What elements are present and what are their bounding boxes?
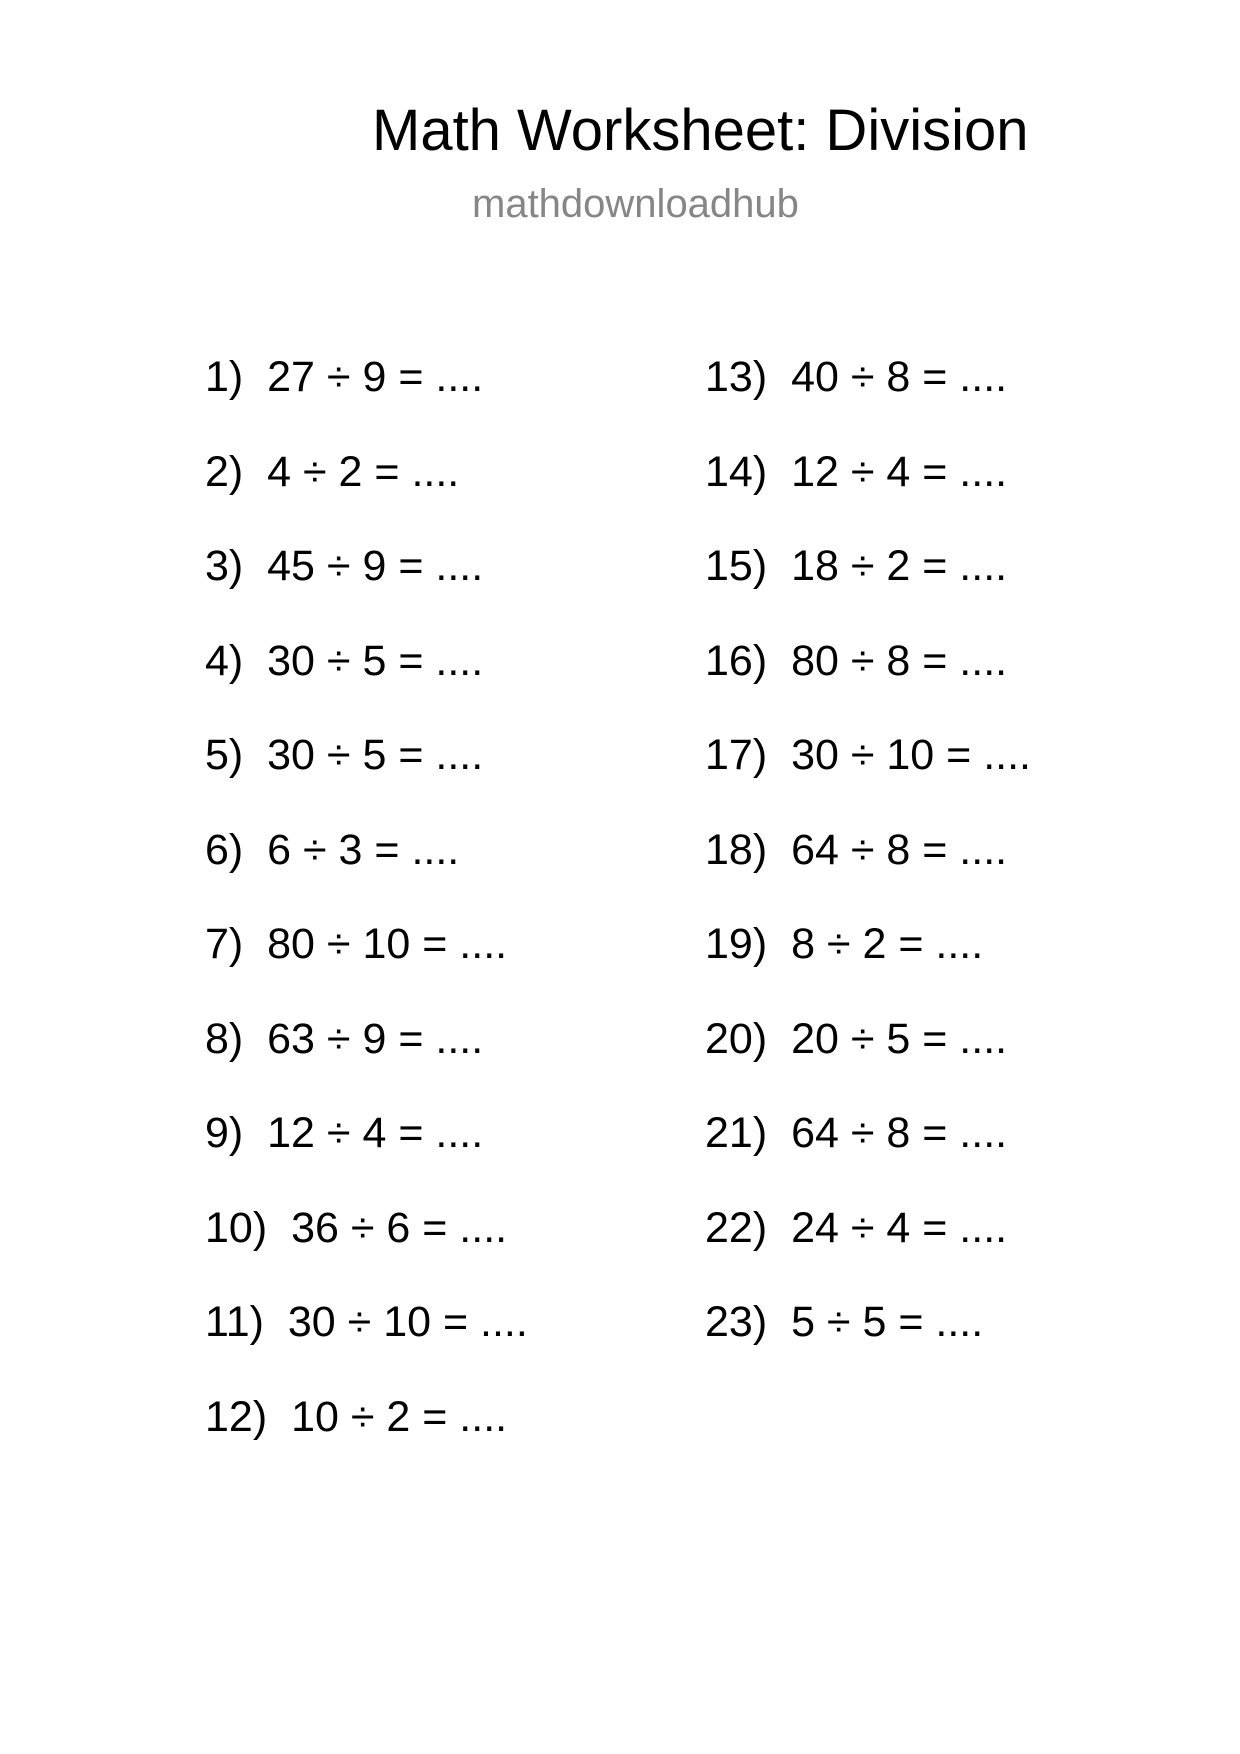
problem-column-left	[205, 352, 528, 1486]
problem-expression: 8 ÷ 2 = ....	[791, 920, 984, 968]
problem-expression: 20 ÷ 5 = ....	[791, 1014, 1008, 1063]
problem-expression: 30 ÷ 5 = ....	[267, 731, 484, 779]
problem-expression: 12 ÷ 4 = ....	[791, 447, 1008, 496]
problem-expression: 80 ÷ 8 = ....	[791, 636, 1008, 685]
problem-expression: 80 ÷ 10 = ....	[267, 920, 508, 968]
problem-item	[205, 919, 528, 1014]
problem-expression: 4 ÷ 2 = ....	[267, 447, 460, 496]
problem-item	[205, 730, 528, 825]
problem-number: 12)	[205, 1392, 268, 1441]
problem-number: 23)	[705, 1298, 768, 1346]
problem-item	[705, 825, 1031, 920]
problem-number: 2)	[205, 447, 244, 496]
problem-expression: 40 ÷ 8 = ....	[791, 353, 1008, 401]
problem-number: 16)	[705, 636, 768, 685]
problem-number: 18)	[705, 825, 768, 874]
problem-number: 15)	[705, 542, 768, 590]
problem-item	[205, 541, 528, 636]
problem-expression: 10 ÷ 2 = ....	[291, 1392, 508, 1441]
problem-item	[705, 1203, 1031, 1298]
problem-item	[205, 636, 528, 731]
problem-expression: 6 ÷ 3 = ....	[267, 825, 460, 874]
problem-item	[205, 1014, 528, 1109]
problem-expression: 30 ÷ 10 = ....	[791, 731, 1032, 779]
problem-number: 14)	[705, 447, 768, 496]
problem-item	[705, 541, 1031, 636]
problem-expression: 12 ÷ 4 = ....	[267, 1109, 484, 1157]
problem-number: 7)	[205, 920, 244, 968]
problem-number: 8)	[205, 1014, 244, 1063]
problem-item	[705, 1297, 1031, 1392]
page-title: Math Worksheet: Division	[372, 98, 1029, 163]
problem-item	[205, 1392, 528, 1487]
problem-item	[705, 352, 1031, 447]
problem-item	[205, 1203, 528, 1298]
problem-number: 1)	[205, 353, 244, 401]
problem-expression: 18 ÷ 2 = ....	[791, 542, 1008, 590]
problem-expression: 63 ÷ 9 = ....	[267, 1014, 484, 1063]
problem-number: 3)	[205, 542, 244, 590]
problem-number: 10)	[205, 1203, 268, 1252]
problem-item	[705, 1108, 1031, 1203]
problem-expression: 30 ÷ 10 = ....	[287, 1298, 528, 1346]
problem-expression: 24 ÷ 4 = ....	[791, 1203, 1008, 1252]
problem-expression: 5 ÷ 5 = ....	[791, 1298, 984, 1346]
problem-item	[705, 1014, 1031, 1109]
problem-column-right	[705, 352, 1031, 1392]
problem-number: 5)	[205, 731, 244, 779]
problem-item	[705, 447, 1031, 542]
problem-number: 13)	[705, 353, 768, 401]
problem-expression: 27 ÷ 9 = ....	[267, 353, 484, 401]
problem-number: 22)	[705, 1203, 768, 1252]
problem-number: 6)	[205, 825, 244, 874]
problem-expression: 36 ÷ 6 = ....	[291, 1203, 508, 1252]
problem-number: 20)	[705, 1014, 768, 1063]
problem-number: 21)	[705, 1109, 768, 1157]
problem-item	[205, 825, 528, 920]
problem-item	[705, 919, 1031, 1014]
page-subtitle: mathdownloadhub	[472, 182, 799, 226]
problem-item	[205, 1108, 528, 1203]
problem-item	[705, 730, 1031, 825]
problem-expression: 30 ÷ 5 = ....	[267, 636, 484, 685]
problem-number: 4)	[205, 636, 244, 685]
problem-item	[205, 352, 528, 447]
problem-number: 19)	[705, 920, 768, 968]
problem-item	[205, 447, 528, 542]
problem-expression: 64 ÷ 8 = ....	[791, 1109, 1008, 1157]
problem-expression: 45 ÷ 9 = ....	[267, 542, 484, 590]
problem-expression: 64 ÷ 8 = ....	[791, 825, 1008, 874]
problem-item	[205, 1297, 528, 1392]
problem-number: 9)	[205, 1109, 244, 1157]
problem-number: 17)	[705, 731, 768, 779]
problem-item	[705, 636, 1031, 731]
problem-number: 11)	[205, 1298, 264, 1346]
